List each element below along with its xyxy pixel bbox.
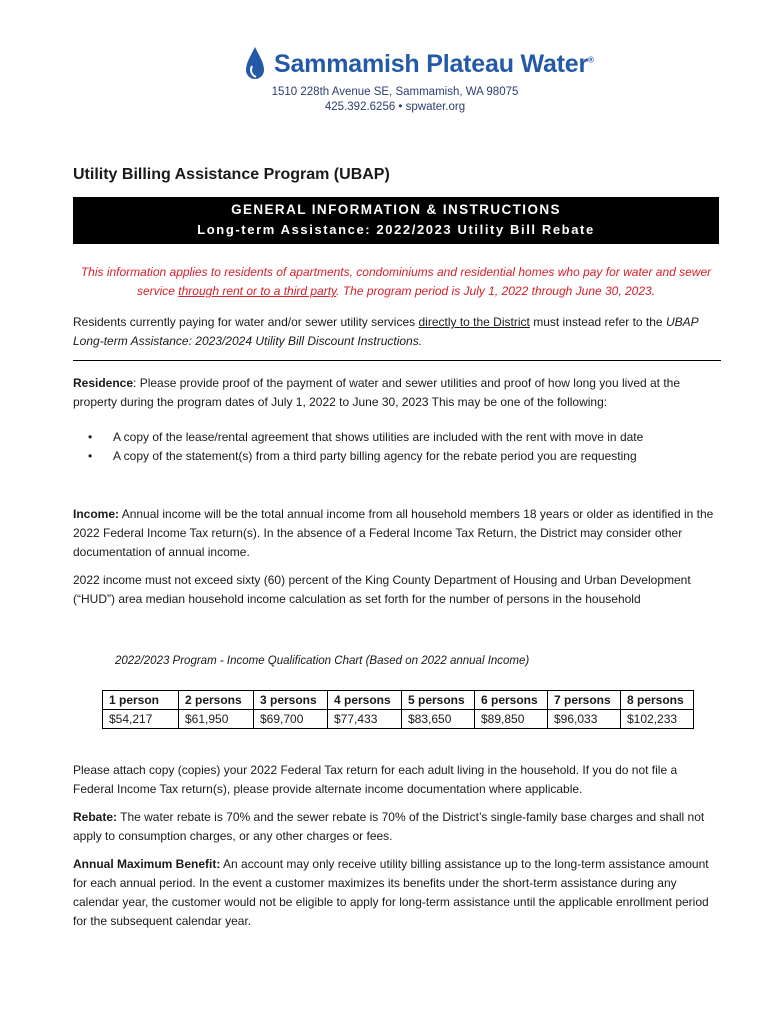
- table-cell: $83,650: [402, 710, 475, 729]
- table-cell: $69,700: [254, 710, 328, 729]
- tax-return-note: Please attach copy (copies) your 2022 Federal Tax return for each adult living in the household. If you do not file a Federal Income Tax return(s), please provide alternate income documentation where applicable.: [73, 763, 678, 796]
- document-title: Utility Billing Assistance Program (UBAP): [73, 166, 390, 183]
- table-header-cell: 3 persons: [254, 691, 328, 710]
- eligibility-notice: This information applies to residents of apartments, condominiums and residential homes who pay for water and sewer service through rent or to a third party. The program period is July 1, 2022 through June 30, 2023.: [80, 265, 712, 298]
- contact-line: 425.392.6256 • spwater.org: [324, 101, 466, 113]
- residence-bullet-list: [88, 428, 643, 466]
- income-qualification-table: [102, 690, 694, 729]
- table-cell: $89,850: [475, 710, 548, 729]
- annual-maximum-section: Annual Maximum Benefit: An account may only receive utility billing assistance up to the long-term assistance amount for each annual period. In the event a customer maximizes its benefits under the short-term assistance during any calendar year, the customer would not be eligible to apply for long-term assistance until the applicable enrollment period for the subsequent calendar year.: [73, 857, 709, 928]
- table-header-cell: 4 persons: [328, 691, 402, 710]
- income-limit-note: 2022 income must not exceed sixty (60) percent of the King County Department of Housing and Urban Development (“HUD”) area median household income calculation as set forth for the number of persons in the household: [73, 573, 691, 606]
- list-item: • A copy of the statement(s) from a third party billing agency for the rebate period you are requesting: [88, 449, 637, 463]
- income-section: Income: Annual income will be the total annual income from all household members 18 years or older as identified in the 2022 Federal Income Tax return(s). In the absence of a Federal Income Tax Return, the District may consider other documentation of annual income.: [73, 507, 714, 559]
- org-name: Sammamish Plateau Water®: [274, 49, 594, 78]
- table-header-row: [103, 691, 694, 710]
- income-chart-caption: 2022/2023 Program - Income Qualification Chart (Based on 2022 annual Income): [115, 655, 530, 667]
- residence-section: Residence: Please provide proof of the payment of water and sewer utilities and proof of how long you lived at the property during the program dates of July 1, 2022 to June 30, 2023 This may be one of the following:: [73, 376, 681, 409]
- instructions-banner: [73, 197, 719, 244]
- table-header-cell: 6 persons: [475, 691, 548, 710]
- table-header-cell: 7 persons: [548, 691, 621, 710]
- table-cell: $77,433: [328, 710, 402, 729]
- water-drop-icon: [244, 46, 266, 82]
- table-cell: $61,950: [179, 710, 254, 729]
- list-item: • A copy of the lease/rental agreement that shows utilities are included with the rent with move in date: [88, 430, 644, 444]
- table-row: [103, 710, 694, 729]
- address-line: 1510 228th Avenue SE, Sammamish, WA 98075: [271, 86, 519, 98]
- rebate-section: Rebate: The water rebate is 70% and the sewer rebate is 70% of the District’s single-family base charges and shall not apply to consumption charges, or any other charges or fees.: [73, 810, 705, 843]
- direct-payer-note: Residents currently paying for water and/or sewer utility services directly to the District must instead refer to the UBAP Long-term Assistance: 2023/2024 Utility Bill Discount Instructions.: [73, 315, 699, 348]
- divider: [73, 360, 721, 361]
- table-header-cell: 5 persons: [402, 691, 475, 710]
- banner-heading: GENERAL INFORMATION & INSTRUCTIONS: [231, 202, 561, 217]
- table-cell: $96,033: [548, 710, 621, 729]
- logo: [244, 44, 594, 84]
- table-cell: $54,217: [103, 710, 179, 729]
- table-cell: $102,233: [621, 710, 694, 729]
- table-header-cell: 2 persons: [179, 691, 254, 710]
- banner-subheading: Long-term Assistance: 2022/2023 Utility Bill Rebate: [197, 222, 595, 237]
- table-header-cell: 1 person: [103, 691, 179, 710]
- table-header-cell: 8 persons: [621, 691, 694, 710]
